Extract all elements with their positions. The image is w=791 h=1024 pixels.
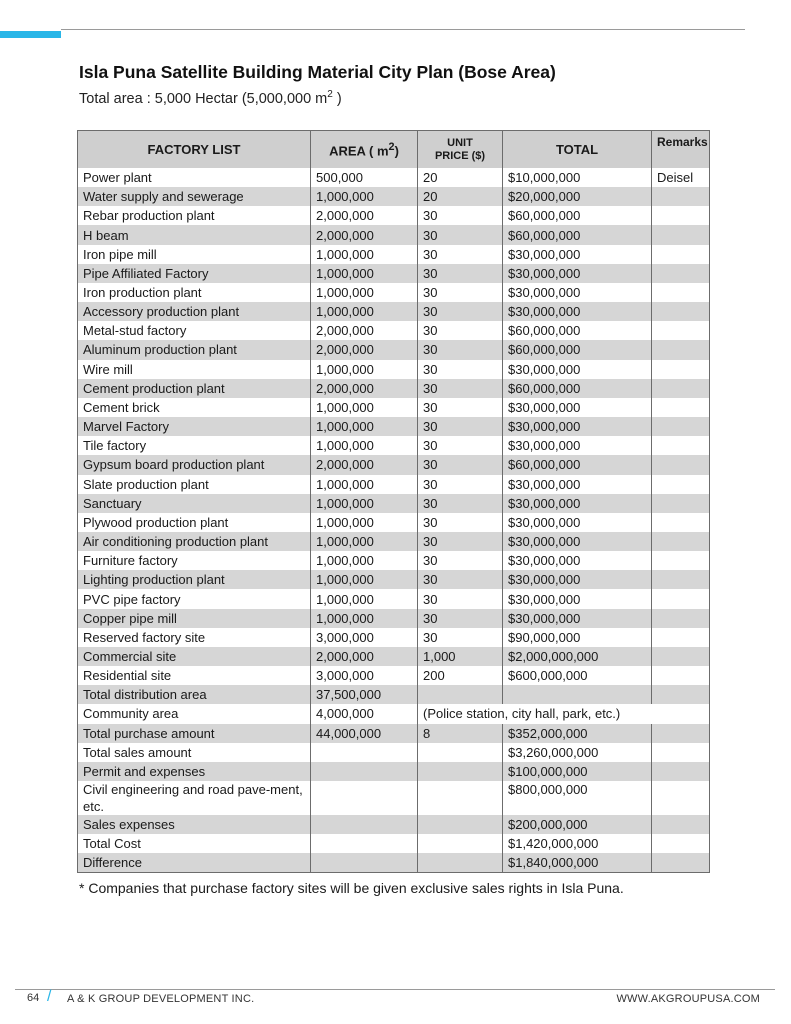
cell-total: $3,260,000,000 xyxy=(503,743,652,762)
cell-factory-name: PVC pipe factory xyxy=(78,589,311,608)
cell-total: $20,000,000 xyxy=(503,187,652,206)
table-body xyxy=(78,168,710,873)
cell-unit-price: 30 xyxy=(418,379,503,398)
cell-factory-name: Pipe Affiliated Factory xyxy=(78,264,311,283)
cell-factory-name: Marvel Factory xyxy=(78,417,311,436)
cell-remarks xyxy=(652,494,710,513)
cell-total: $90,000,000 xyxy=(503,628,652,647)
cell-remarks xyxy=(652,666,710,685)
cell-area: 3,000,000 xyxy=(311,666,418,685)
factory-table xyxy=(77,130,710,873)
cell-unit-price: 30 xyxy=(418,551,503,570)
cell-total: $60,000,000 xyxy=(503,379,652,398)
cell-total: $1,420,000,000 xyxy=(503,834,652,853)
cell-factory-name: Residential site xyxy=(78,666,311,685)
cell-remarks xyxy=(652,551,710,570)
cell-factory-name: Difference xyxy=(78,853,311,873)
cell-area: 1,000,000 xyxy=(311,532,418,551)
cell-factory-name: Water supply and sewerage xyxy=(78,187,311,206)
cell-area: 2,000,000 xyxy=(311,647,418,666)
cell-unit-price: 200 xyxy=(418,666,503,685)
cell-area: 1,000,000 xyxy=(311,589,418,608)
table-row xyxy=(78,551,710,570)
cell-unit-price: 30 xyxy=(418,245,503,264)
table-row xyxy=(78,283,710,302)
cell-total: $200,000,000 xyxy=(503,815,652,834)
table-row xyxy=(78,532,710,551)
cell-remarks xyxy=(652,360,710,379)
cell-area: 37,500,000 xyxy=(311,685,418,704)
cell-area: 2,000,000 xyxy=(311,206,418,225)
cell-remarks xyxy=(652,513,710,532)
cell-unit-price: 30 xyxy=(418,475,503,494)
cell-total: $30,000,000 xyxy=(503,609,652,628)
table-header-row xyxy=(78,131,710,169)
cell-unit-price xyxy=(418,685,503,704)
table-row xyxy=(78,475,710,494)
cell-area: 2,000,000 xyxy=(311,455,418,474)
cell-total: $100,000,000 xyxy=(503,762,652,781)
cell-unit-price: 30 xyxy=(418,340,503,359)
table-row xyxy=(78,494,710,513)
col-remarks: Remarks xyxy=(652,131,710,169)
cell-community-note: (Police station, city hall, park, etc.) xyxy=(418,704,710,723)
cell-area: 1,000,000 xyxy=(311,245,418,264)
cell-factory-name: Air conditioning production plant xyxy=(78,532,311,551)
cell-unit-price: 30 xyxy=(418,283,503,302)
cell-remarks xyxy=(652,834,710,853)
table-row xyxy=(78,436,710,455)
cell-factory-name: Lighting production plant xyxy=(78,570,311,589)
cell-unit-price: 30 xyxy=(418,360,503,379)
table-row xyxy=(78,321,710,340)
subtitle-superscript: 2 xyxy=(327,89,333,100)
cell-remarks xyxy=(652,379,710,398)
cell-total: $30,000,000 xyxy=(503,360,652,379)
cell-area: 44,000,000 xyxy=(311,724,418,743)
cell-factory-name: Wire mill xyxy=(78,360,311,379)
cell-unit-price: 30 xyxy=(418,398,503,417)
cell-total: $60,000,000 xyxy=(503,340,652,359)
cell-unit-price: 20 xyxy=(418,187,503,206)
cell-area: 2,000,000 xyxy=(311,340,418,359)
cell-area: 1,000,000 xyxy=(311,264,418,283)
table-row xyxy=(78,724,710,743)
cell-total: $30,000,000 xyxy=(503,513,652,532)
cell-remarks xyxy=(652,724,710,743)
top-rule xyxy=(61,29,745,30)
cell-total: $30,000,000 xyxy=(503,398,652,417)
cell-factory-name: Reserved factory site xyxy=(78,628,311,647)
cell-unit-price xyxy=(418,853,503,873)
cell-total xyxy=(503,685,652,704)
table-row xyxy=(78,360,710,379)
cell-remarks xyxy=(652,532,710,551)
cell-unit-price: 8 xyxy=(418,724,503,743)
table-row xyxy=(78,455,710,474)
cell-area: 1,000,000 xyxy=(311,360,418,379)
page-subtitle xyxy=(79,89,342,107)
table-row xyxy=(78,245,710,264)
col-unit-price xyxy=(418,131,503,169)
table-row xyxy=(78,762,710,781)
cell-unit-price: 30 xyxy=(418,532,503,551)
cell-remarks xyxy=(652,815,710,834)
cell-factory-name: Cement production plant xyxy=(78,379,311,398)
table-row xyxy=(78,834,710,853)
cell-total: $30,000,000 xyxy=(503,551,652,570)
cell-remarks xyxy=(652,245,710,264)
cell-remarks xyxy=(652,417,710,436)
cell-area: 2,000,000 xyxy=(311,379,418,398)
cell-unit-price: 30 xyxy=(418,321,503,340)
cell-factory-name: Gypsum board production plant xyxy=(78,455,311,474)
cell-factory-name: H beam xyxy=(78,225,311,244)
cell-factory-name: Slate production plant xyxy=(78,475,311,494)
cell-area xyxy=(311,743,418,762)
cell-factory-name: Total Cost xyxy=(78,834,311,853)
cell-factory-name: Commercial site xyxy=(78,647,311,666)
cell-area: 1,000,000 xyxy=(311,609,418,628)
table-row xyxy=(78,302,710,321)
footer-slash: / xyxy=(47,988,52,1005)
cell-unit-price: 30 xyxy=(418,628,503,647)
cell-remarks xyxy=(652,475,710,494)
table-row xyxy=(78,398,710,417)
table-row xyxy=(78,815,710,834)
cell-area: 1,000,000 xyxy=(311,302,418,321)
cell-total: $30,000,000 xyxy=(503,475,652,494)
cell-area: 1,000,000 xyxy=(311,475,418,494)
cell-area xyxy=(311,853,418,873)
table-row-community xyxy=(78,704,710,723)
table-row xyxy=(78,187,710,206)
col-unit-line2: PRICE ($) xyxy=(434,149,486,162)
cell-total: $600,000,000 xyxy=(503,666,652,685)
table-row xyxy=(78,340,710,359)
cell-unit-price: 30 xyxy=(418,513,503,532)
cell-remarks xyxy=(652,609,710,628)
cell-factory-name: Accessory production plant xyxy=(78,302,311,321)
cell-unit-price: 30 xyxy=(418,570,503,589)
cell-area: 2,000,000 xyxy=(311,225,418,244)
cell-unit-price: 20 xyxy=(418,168,503,187)
table-row xyxy=(78,781,710,815)
table-row xyxy=(78,570,710,589)
cell-remarks xyxy=(652,762,710,781)
cell-unit-price xyxy=(418,815,503,834)
table-row xyxy=(78,685,710,704)
accent-bar xyxy=(0,31,61,38)
table-row xyxy=(78,168,710,187)
table-row xyxy=(78,379,710,398)
cell-remarks: Deisel xyxy=(652,168,710,187)
col-area-suffix: ) xyxy=(394,143,399,159)
cell-area: 1,000,000 xyxy=(311,398,418,417)
cell-factory-name: Sanctuary xyxy=(78,494,311,513)
cell-total: $30,000,000 xyxy=(503,283,652,302)
cell-remarks xyxy=(652,589,710,608)
cell-total: $1,840,000,000 xyxy=(503,853,652,873)
cell-unit-price: 30 xyxy=(418,264,503,283)
cell-area: 1,000,000 xyxy=(311,417,418,436)
cell-total: $30,000,000 xyxy=(503,417,652,436)
cell-total: $30,000,000 xyxy=(503,245,652,264)
cell-remarks xyxy=(652,206,710,225)
cell-area xyxy=(311,781,418,815)
cell-area: 1,000,000 xyxy=(311,283,418,302)
cell-total: $352,000,000 xyxy=(503,724,652,743)
cell-area: 3,000,000 xyxy=(311,628,418,647)
cell-total: $60,000,000 xyxy=(503,225,652,244)
cell-factory-name: Rebar production plant xyxy=(78,206,311,225)
cell-remarks xyxy=(652,398,710,417)
cell-remarks xyxy=(652,647,710,666)
cell-unit-price: 30 xyxy=(418,302,503,321)
cell-total: $2,000,000,000 xyxy=(503,647,652,666)
cell-remarks xyxy=(652,264,710,283)
cell-factory-name: Total purchase amount xyxy=(78,724,311,743)
cell-total: $10,000,000 xyxy=(503,168,652,187)
cell-area xyxy=(311,815,418,834)
subtitle-text: Total area : 5,000 Hectar (5,000,000 m xyxy=(79,90,328,107)
table-row xyxy=(78,206,710,225)
cell-unit-price xyxy=(418,762,503,781)
cell-remarks xyxy=(652,225,710,244)
cell-total: $30,000,000 xyxy=(503,436,652,455)
cell-remarks xyxy=(652,436,710,455)
cell-remarks xyxy=(652,302,710,321)
cell-factory-name: Sales expenses xyxy=(78,815,311,834)
cell-area: 1,000,000 xyxy=(311,187,418,206)
cell-remarks xyxy=(652,283,710,302)
cell-unit-price xyxy=(418,743,503,762)
cell-unit-price xyxy=(418,781,503,815)
page-number: 64 xyxy=(27,992,40,1004)
cell-total: $30,000,000 xyxy=(503,532,652,551)
cell-total: $30,000,000 xyxy=(503,570,652,589)
table-row xyxy=(78,264,710,283)
cell-remarks xyxy=(652,853,710,873)
table-row xyxy=(78,225,710,244)
cell-factory-name: Cement brick xyxy=(78,398,311,417)
cell-area: 500,000 xyxy=(311,168,418,187)
subtitle-suffix: ) xyxy=(332,90,342,107)
cell-total: $30,000,000 xyxy=(503,264,652,283)
cell-factory-name: Total sales amount xyxy=(78,743,311,762)
cell-area: 1,000,000 xyxy=(311,513,418,532)
table-row xyxy=(78,647,710,666)
cell-remarks xyxy=(652,743,710,762)
cell-total: $60,000,000 xyxy=(503,321,652,340)
cell-unit-price: 30 xyxy=(418,436,503,455)
cell-total: $800,000,000 xyxy=(503,781,652,815)
cell-factory-name: Aluminum production plant xyxy=(78,340,311,359)
col-area xyxy=(311,131,418,169)
cell-factory-name: Plywood production plant xyxy=(78,513,311,532)
cell-total: $60,000,000 xyxy=(503,206,652,225)
table-row xyxy=(78,853,710,873)
cell-area: 1,000,000 xyxy=(311,551,418,570)
cell-area: 1,000,000 xyxy=(311,570,418,589)
cell-remarks xyxy=(652,570,710,589)
cell-total: $30,000,000 xyxy=(503,494,652,513)
cell-area xyxy=(311,762,418,781)
cell-remarks xyxy=(652,628,710,647)
cell-unit-price: 30 xyxy=(418,609,503,628)
bottom-rule xyxy=(15,989,775,990)
cell-factory-name: Total distribution area xyxy=(78,685,311,704)
table-row xyxy=(78,609,710,628)
cell-factory-name: Iron production plant xyxy=(78,283,311,302)
table-row xyxy=(78,743,710,762)
cell-unit-price: 30 xyxy=(418,417,503,436)
cell-factory-name: Furniture factory xyxy=(78,551,311,570)
footnote: * Companies that purchase factory sites will be given exclusive sales rights in Isla Puna. xyxy=(79,880,624,896)
cell-remarks xyxy=(652,781,710,815)
col-area-sup: 2 xyxy=(388,140,395,153)
cell-factory-name: Civil engineering and road pave-ment, etc. xyxy=(78,781,311,815)
cell-area: 1,000,000 xyxy=(311,436,418,455)
footer-website: WWW.AKGROUPUSA.COM xyxy=(616,993,760,1005)
cell-factory-name: Tile factory xyxy=(78,436,311,455)
table-row xyxy=(78,589,710,608)
cell-area: 4,000,000 xyxy=(311,704,418,723)
cell-unit-price: 30 xyxy=(418,494,503,513)
cell-remarks xyxy=(652,187,710,206)
cell-remarks xyxy=(652,685,710,704)
footer-company: A & K GROUP DEVELOPMENT INC. xyxy=(67,993,255,1005)
cell-area xyxy=(311,834,418,853)
table-row xyxy=(78,666,710,685)
cell-total: $30,000,000 xyxy=(503,589,652,608)
cell-factory-name: Metal-stud factory xyxy=(78,321,311,340)
col-total: TOTAL xyxy=(503,131,652,169)
table-row xyxy=(78,628,710,647)
cell-total: $30,000,000 xyxy=(503,302,652,321)
cell-remarks xyxy=(652,455,710,474)
cell-factory-name: Community area xyxy=(78,704,311,723)
cell-total: $60,000,000 xyxy=(503,455,652,474)
col-unit-line1: UNIT xyxy=(447,136,473,149)
cell-unit-price: 30 xyxy=(418,589,503,608)
cell-remarks xyxy=(652,340,710,359)
cell-area: 1,000,000 xyxy=(311,494,418,513)
cell-factory-name: Copper pipe mill xyxy=(78,609,311,628)
cell-remarks xyxy=(652,321,710,340)
cell-factory-name: Power plant xyxy=(78,168,311,187)
cell-factory-name: Permit and expenses xyxy=(78,762,311,781)
cell-factory-name: Iron pipe mill xyxy=(78,245,311,264)
table-row xyxy=(78,417,710,436)
cell-unit-price: 30 xyxy=(418,225,503,244)
cell-unit-price xyxy=(418,834,503,853)
table-row xyxy=(78,513,710,532)
cell-unit-price: 30 xyxy=(418,206,503,225)
page-title: Isla Puna Satellite Building Material City Plan (Bose Area) xyxy=(79,62,556,82)
cell-unit-price: 30 xyxy=(418,455,503,474)
col-factory-list: FACTORY LIST xyxy=(78,131,311,169)
cell-area: 2,000,000 xyxy=(311,321,418,340)
cell-unit-price: 1,000 xyxy=(418,647,503,666)
col-area-text: AREA ( m xyxy=(329,143,389,159)
